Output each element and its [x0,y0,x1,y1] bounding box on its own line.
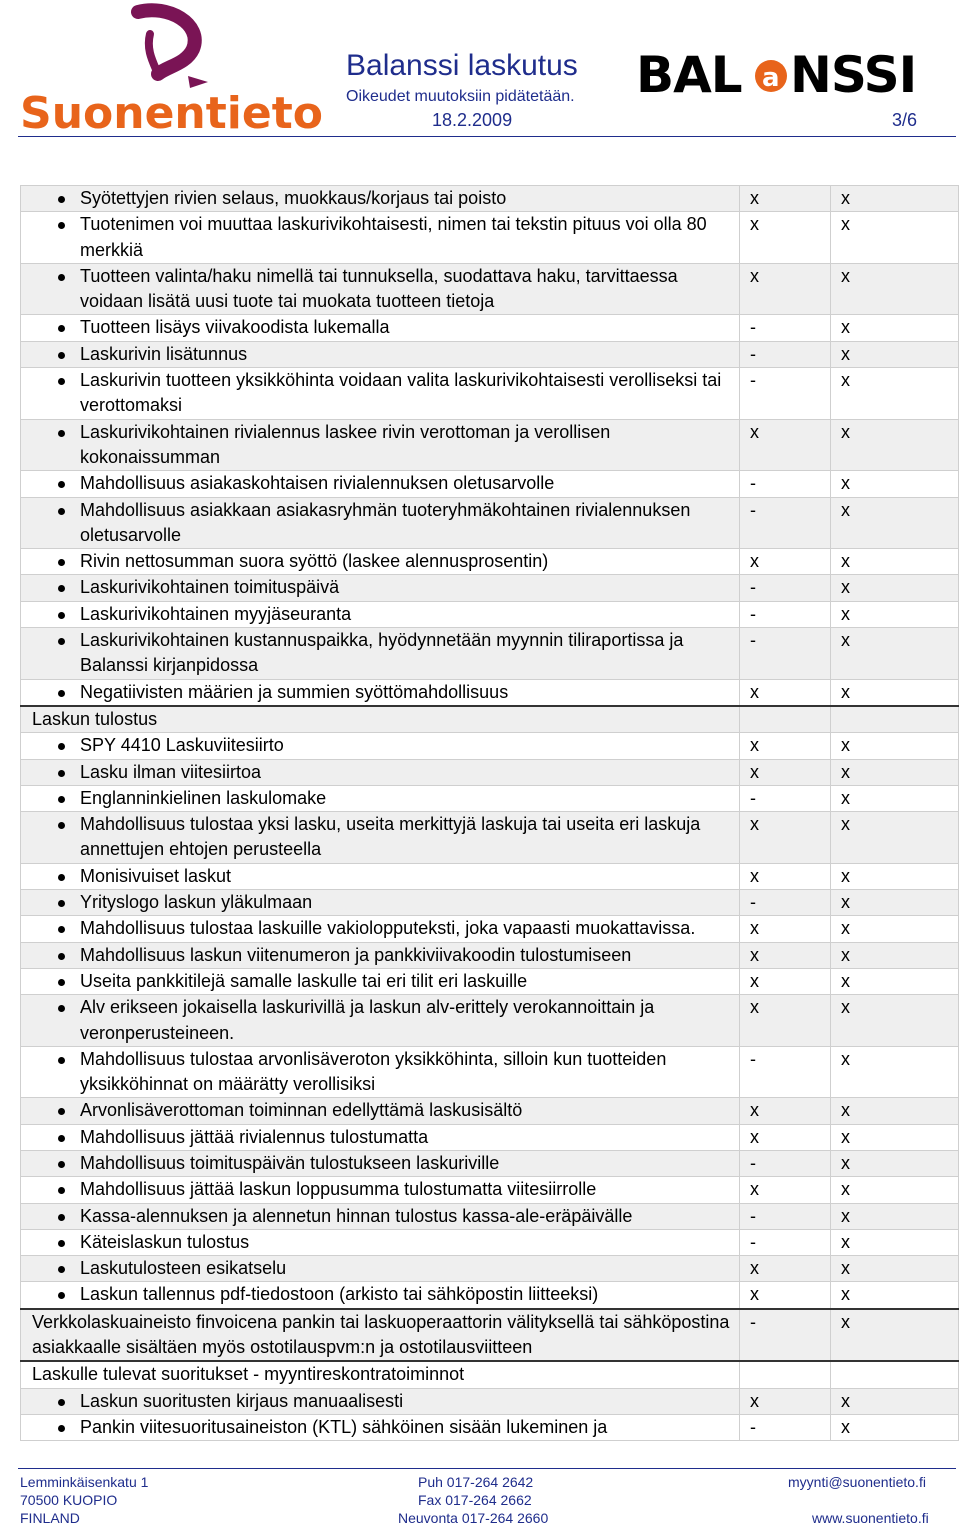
balanssi-logo [636,46,952,104]
mark-column-2: x [841,1152,850,1173]
mark-column-2: x [841,577,850,598]
footer-helpdesk: Neuvonta 017-264 2660 [398,1510,549,1526]
feature-row [21,916,959,942]
feature-text: Laskurivikohtainen kustannuspaikka, hyödynnetään myynnin tiliraportissa ja Balanssi kirjanpidossa [80,630,684,676]
feature-text: Monisivuiset laskut [80,865,232,886]
bullet-icon [58,1399,65,1406]
bullet-icon [58,1214,65,1221]
mark-column-1: x [750,944,759,965]
footer-address-city: 70500 KUOPIO [20,1492,118,1508]
bullet-icon [58,1057,65,1064]
mark-column-2: x [841,1048,850,1069]
footer-address-street: Lemminkäisenkatu 1 [20,1474,149,1490]
bullet-icon [58,1266,65,1273]
mark-column-2: x [841,421,850,442]
feature-row [21,759,959,785]
mark-column-1: x [750,265,759,286]
feature-text: Tuotenimen voi muuttaa laskurivikohtaisesti, nimen tai tekstin pituus voi olla 80 merkkiä [80,214,707,260]
bullet-icon [58,1187,65,1194]
section-row [21,706,959,733]
bullet-icon [58,585,65,592]
feature-row [21,497,959,549]
feature-row [21,1150,959,1176]
feature-text: Arvonlisäverottoman toiminnan edellyttämä laskusisältö [80,1100,523,1121]
mark-column-1: - [750,603,756,624]
mark-column-2: x [841,681,850,702]
feature-row [21,1046,959,1098]
mark-column-1: - [750,892,756,913]
mark-column-2: x [841,865,850,886]
bullet-icon [58,822,65,829]
feature-row [21,471,959,497]
document-title: Balanssi laskutus [346,49,578,82]
bullet-icon [58,378,65,385]
feature-text: Mahdollisuus jättää laskun loppusumma tulostumatta viitesiirrolle [80,1179,597,1200]
mark-column-1: x [750,1179,759,1200]
mark-column-2: x [841,944,850,965]
bullet-icon [58,1135,65,1142]
bullet-icon [58,926,65,933]
feature-text: Mahdollisuus asiakkaan asiakasryhmän tuoteryhmäkohtainen rivialennuksen oletusarvolle [80,499,691,545]
mark-column-1: x [750,918,759,939]
mark-column-2: x [841,1205,850,1226]
svg-text:a: a [762,63,780,93]
feature-row [21,419,959,471]
feature-row [21,1282,959,1309]
header-divider [18,136,956,137]
feature-text: Alv erikseen jokaisella laskurivillä ja laskun alv-erittely verokannoittain ja veronperusteineen. [80,997,655,1043]
feature-row [21,733,959,759]
feature-row [21,186,959,212]
mark-column-1: - [750,473,756,494]
feature-row [21,785,959,811]
mark-column-1: x [750,1126,759,1147]
mark-column-1: x [750,188,759,208]
bullet-icon [58,1240,65,1247]
feature-text: Englanninkielinen laskulomake [80,787,327,808]
mark-column-2: x [841,787,850,808]
bullet-icon [58,196,65,203]
mark-column-2: x [841,1126,850,1147]
page-number: 3/6 [892,110,918,130]
feature-row [21,1388,959,1414]
mark-column-1: - [750,787,756,808]
bullet-icon [58,222,65,229]
mark-column-2: x [841,1284,850,1305]
feature-row [21,575,959,601]
feature-row [21,1177,959,1203]
feature-text: Tuotteen valinta/haku nimellä tai tunnuksella, suodattava haku, tarvittaessa voidaan lisätä uusi tuote tai muokata tuotteen tietoja [80,265,678,312]
mark-column-1: - [750,577,756,598]
feature-text: Tuotteen lisäys viivakoodista lukemalla [80,317,390,338]
section-row [21,1309,959,1362]
bullet-icon [58,770,65,777]
feature-row [21,263,959,315]
feature-row [21,863,959,889]
mark-column-1: - [750,317,756,338]
feature-text: Laskurivin tuotteen yksikköhinta voidaan valita laskurivikohtaisesti verolliseksi tai verottomaksi [80,370,722,416]
feature-row [21,1098,959,1124]
mark-column-1: - [750,1311,756,1332]
feature-row [21,628,959,680]
feature-text: Laskurivikohtainen myyjäseuranta [80,603,352,624]
mark-column-1: - [750,1048,756,1069]
feature-row [21,368,959,420]
feature-row [21,995,959,1047]
mark-column-2: x [841,499,850,520]
mark-column-2: x [841,1311,850,1332]
mark-column-1: - [750,370,756,391]
feature-text: Mahdollisuus tulostaa yksi lasku, useita merkittyjä laskuja tai useita eri laskuja annettujen ehtojen perusteella [80,814,701,860]
feature-text: Laskutulosteen esikatselu [80,1258,287,1279]
mark-column-2: x [841,630,850,651]
bullet-icon [58,352,65,359]
feature-row [21,315,959,341]
mark-column-2: x [841,997,850,1018]
bullet-icon [58,979,65,986]
section-heading: Laskulle tulevat suoritukset - myyntireskontratoiminnot [32,1364,465,1385]
feature-text: Mahdollisuus toimituspäivän tulostukseen laskuriville [80,1152,500,1173]
feature-row [21,212,959,264]
mark-column-2: x [841,473,850,494]
mark-column-2: x [841,370,850,391]
section-heading: Laskun tulostus [32,708,158,729]
feature-table [20,185,959,1441]
mark-column-2: x [841,343,850,364]
bullet-icon [58,743,65,750]
feature-row [21,1229,959,1255]
feature-text: Negatiivisten määrien ja summien syöttömahdollisuus [80,681,509,702]
feature-text: Mahdollisuus tulostaa laskuille vakiolopputeksti, joka vapaasti muokattavissa. [80,918,696,939]
mark-column-1: - [750,1416,756,1437]
mark-column-1: - [750,499,756,520]
document-date: 18.2.2009 [432,110,513,130]
mark-column-2: x [841,735,850,756]
section-row [21,1361,959,1388]
feature-row [21,1414,959,1440]
mark-column-2: x [841,1416,850,1437]
mark-column-1: x [750,1100,759,1121]
mark-column-2: x [841,551,850,572]
mark-column-2: x [841,317,850,338]
feature-row [21,942,959,968]
feature-row [21,341,959,367]
bullet-icon [58,796,65,803]
feature-text: Laskun suoritusten kirjaus manuaalisesti [80,1390,404,1411]
feature-text: Kassa-alennuksen ja alennetun hinnan tulostus kassa-ale-eräpäivälle [80,1205,633,1226]
bullet-icon [58,1292,65,1299]
feature-row [21,968,959,994]
mark-column-1: x [750,551,759,572]
section-heading: Verkkolaskuaineisto finvoicena pankin tai laskuoperaattorin välityksellä tai sähköpostina asiakkaalle sisältäen myös ostotilauspvm:n ja ostotilausviitteen [32,1311,730,1358]
bullet-icon [58,690,65,697]
footer-divider [18,1468,956,1469]
feature-text: Yrityslogo laskun yläkulmaan [80,892,313,913]
feature-text: Useita pankkitilejä samalle laskulle tai eri tilit eri laskuille [80,970,528,991]
mark-column-2: x [841,265,850,286]
mark-column-1: x [750,1390,759,1411]
feature-row [21,1124,959,1150]
mark-column-2: x [841,188,850,208]
feature-text: SPY 4410 Laskuviitesiirto [80,735,284,756]
mark-column-1: x [750,681,759,702]
feature-text: Mahdollisuus asiakaskohtaisen rivialennuksen oletusarvolle [80,473,555,494]
feature-text: Mahdollisuus jättää rivialennus tulostumatta [80,1126,429,1147]
feature-text: Lasku ilman viitesiirtoa [80,761,262,782]
footer-fax: Fax 017-264 2662 [418,1492,532,1508]
mark-column-1: x [750,761,759,782]
mark-column-2: x [841,1231,850,1252]
feature-text: Syötettyjen rivien selaus, muokkaus/korjaus tai poisto [80,188,507,208]
mark-column-1: x [750,735,759,756]
bullet-icon [58,874,65,881]
feature-text: Laskurivikohtainen toimituspäivä [80,577,340,598]
mark-column-1: x [750,997,759,1018]
mark-column-1: x [750,1284,759,1305]
mark-column-1: - [750,1205,756,1226]
mark-column-1: x [750,865,759,886]
feature-row [21,812,959,864]
mark-column-1: - [750,630,756,651]
mark-column-2: x [841,1100,850,1121]
mark-column-1: x [750,214,759,235]
feature-text: Laskurivin lisätunnus [80,343,248,364]
bullet-icon [58,430,65,437]
mark-column-2: x [841,761,850,782]
bullet-icon [58,559,65,566]
feature-row [21,1203,959,1229]
feature-text: Laskurivikohtainen rivialennus laskee rivin verottoman ja verollisen kokonaissumman [80,421,611,467]
bullet-icon [58,508,65,515]
feature-text: Pankin viitesuoritusaineiston (KTL) sähköinen sisään lukeminen ja [80,1416,608,1437]
mark-column-1: x [750,421,759,442]
footer-website[interactable]: www.suonentieto.fi [812,1510,929,1526]
svg-text:NSSI: NSSI [790,46,917,104]
bullet-icon [58,953,65,960]
suonentieto-logo [18,4,323,139]
feature-row [21,1256,959,1282]
svg-text:Suonentieto: Suonentieto [20,88,323,139]
bullet-icon [58,1005,65,1012]
mark-column-2: x [841,1179,850,1200]
mark-column-2: x [841,1390,850,1411]
feature-row [21,679,959,706]
mark-column-2: x [841,970,850,991]
feature-row [21,601,959,627]
mark-column-1: - [750,1152,756,1173]
footer-email[interactable]: myynti@suonentieto.fi [788,1474,926,1490]
footer-phone: Puh 017-264 2642 [418,1474,534,1490]
mark-column-2: x [841,1258,850,1279]
feature-row [21,549,959,575]
bullet-icon [58,1108,65,1115]
svg-text:BAL: BAL [636,46,742,104]
bullet-icon [58,638,65,645]
bullet-icon [58,1425,65,1432]
mark-column-1: x [750,814,759,835]
feature-row [21,890,959,916]
feature-text: Rivin nettosumman suora syöttö (laskee alennusprosentin) [80,551,549,572]
bullet-icon [58,325,65,332]
mark-column-2: x [841,892,850,913]
feature-text: Mahdollisuus laskun viitenumeron ja pankkiviivakoodin tulostumiseen [80,944,632,965]
mark-column-2: x [841,918,850,939]
feature-text: Mahdollisuus tulostaa arvonlisäveroton yksikköhinta, silloin kun tuotteiden yksikköhinnat on määrätty verollisiksi [80,1048,667,1095]
mark-column-1: - [750,1231,756,1252]
feature-text: Käteislaskun tulostus [80,1231,250,1252]
bullet-icon [58,1161,65,1168]
mark-column-2: x [841,214,850,235]
footer-address-country: FINLAND [20,1510,80,1526]
bullet-icon [58,612,65,619]
mark-column-2: x [841,814,850,835]
document-subtitle: Oikeudet muutoksiin pidätetään. [346,88,575,105]
mark-column-2: x [841,603,850,624]
mark-column-1: x [750,970,759,991]
bullet-icon [58,900,65,907]
bullet-icon [58,481,65,488]
bullet-icon [58,274,65,281]
mark-column-1: - [750,343,756,364]
feature-text: Laskun tallennus pdf-tiedostoon (arkisto tai sähköpostin liitteeksi) [80,1284,599,1305]
mark-column-1: x [750,1258,759,1279]
